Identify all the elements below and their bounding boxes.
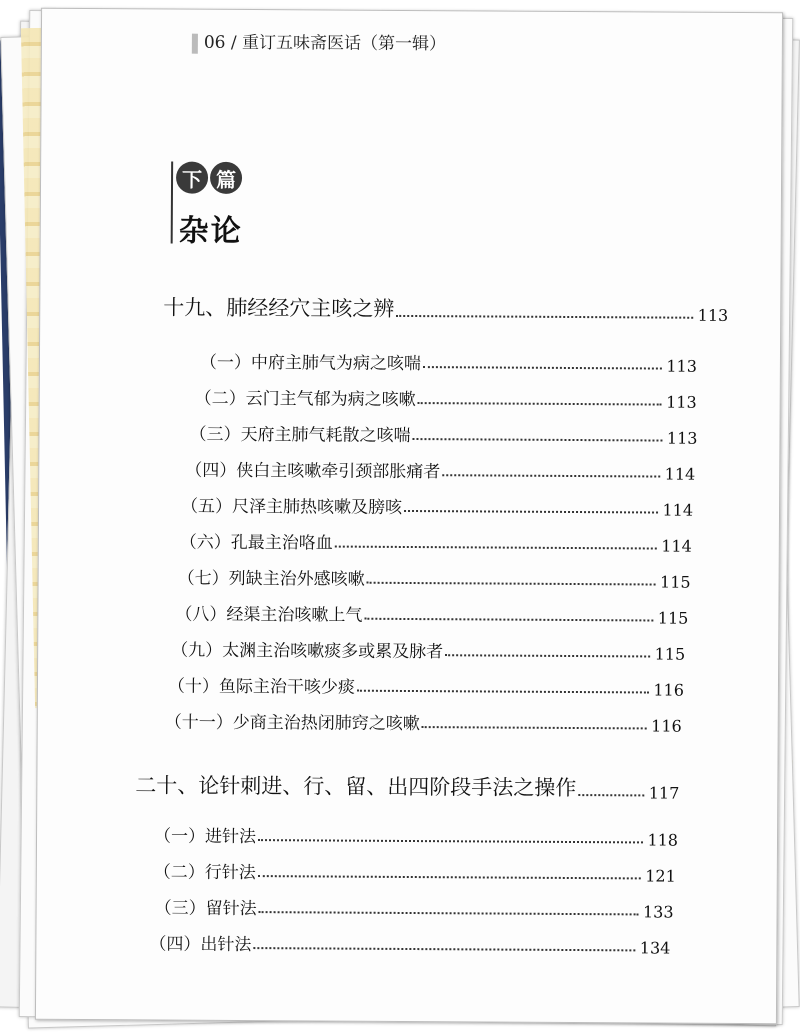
toc-entry-title: （三）留针法 [154,898,257,920]
toc-section-entry[interactable] [189,420,697,448]
toc-section-entry[interactable] [195,384,697,412]
header-page-number: 06 [203,32,226,53]
toc-entry-title: 二十、论针刺进、行、留、出四阶段手法之操作 [135,773,577,801]
toc-entry-title: （十一）少商主治热闭肺窍之咳嗽 [164,712,420,735]
toc-entry-title: （四）侠白主咳嗽牵引颈部胀痛者 [185,460,441,483]
header-bar-icon [192,33,198,53]
toc-section-entry[interactable] [175,600,688,628]
toc-page-number: 115 [654,644,686,664]
toc-section-entry[interactable] [154,821,678,849]
toc-leader-dots [578,794,644,796]
toc-entry-title: （二）行针法 [153,862,256,884]
toc-page-number: 113 [666,356,697,376]
toc-section-entry[interactable] [149,929,670,957]
toc-section-entry[interactable] [185,456,695,484]
toc-entry-title: （一）进针法 [153,826,257,848]
toc-page-number: 114 [662,500,694,520]
toc-entry-title: （三）天府主肺气耗散之咳喘 [189,424,411,447]
toc-entry-title: （七）列缺主治外感咳嗽 [177,568,365,590]
toc-leader-dots [445,654,650,657]
toc-page-number: 118 [647,830,679,850]
toc-entry-title: （二）云门主气郁为病之咳嗽 [194,388,416,411]
toc-leader-dots [404,510,658,514]
toc-section-entry[interactable] [155,893,674,921]
toc-section-entry[interactable] [200,348,697,376]
header-separator: / [230,32,237,53]
running-header [192,28,446,55]
toc-chapter-entry[interactable] [135,769,679,802]
toc-page-number: 113 [697,305,729,325]
part-badge-char: 篇 [210,162,242,194]
toc-section-entry[interactable] [171,636,685,664]
toc-page-number: 115 [657,608,689,628]
toc-leader-dots [253,947,635,951]
toc-leader-dots [364,618,653,622]
toc-leader-dots [412,438,662,442]
part-title: 杂论 [178,213,243,249]
toc-leader-dots [258,875,641,879]
toc-page-number: 116 [651,716,682,736]
header-book-title: 重订五味斋医话（第一辑） [242,32,447,55]
toc-leader-dots [422,726,647,729]
toc-section-entry[interactable] [165,708,682,736]
toc-entry-title: （四）出针法 [149,934,252,956]
toc-leader-dots [367,582,656,586]
toc-page [35,8,783,1025]
toc-leader-dots [396,315,693,319]
part-badge-char: 下 [176,162,208,194]
toc-page-number: 117 [648,783,680,803]
toc-section-entry[interactable] [181,492,693,520]
toc-entry-title: （十）鱼际主治干咳少痰 [167,676,356,698]
toc-page-number: 115 [659,572,691,592]
toc-page-number: 113 [666,428,698,448]
toc-entry-title: （八）经渠主治咳嗽上气 [175,604,363,626]
part-divider-line [171,162,174,244]
toc-section-entry[interactable] [180,528,692,556]
toc-leader-dots [418,402,662,405]
toc-leader-dots [259,911,639,915]
toc-entry-title: 十九、肺经经穴主咳之辨 [163,295,395,321]
toc-page-number: 116 [653,680,684,700]
toc-page-number: 113 [666,392,697,412]
toc-page-number: 114 [664,464,696,484]
toc-page-number: 133 [642,902,674,922]
toc-entry-title: （九）太渊主治咳嗽痰多或累及脉者 [171,640,444,663]
toc-leader-dots [442,474,660,477]
toc-section-entry[interactable] [168,672,684,700]
toc-leader-dots [357,690,649,694]
part-badge [176,162,242,194]
toc-entry-title: （一）中府主肺气为病之咳喘 [199,352,421,375]
toc-entry-title: （五）尺泽主肺热咳嗽及膀咳 [180,496,403,518]
toc-chapter-entry[interactable] [163,291,728,324]
toc-section-entry[interactable] [154,857,676,885]
toc-leader-dots [335,546,657,550]
toc-section-entry[interactable] [178,564,691,592]
toc-leader-dots [258,839,643,843]
toc-page-number: 121 [645,866,676,886]
toc-entry-title: （六）孔最主治咯血 [179,532,333,554]
toc-leader-dots [423,366,662,369]
toc-page-number: 134 [639,938,671,958]
toc-page-number: 114 [661,536,692,556]
